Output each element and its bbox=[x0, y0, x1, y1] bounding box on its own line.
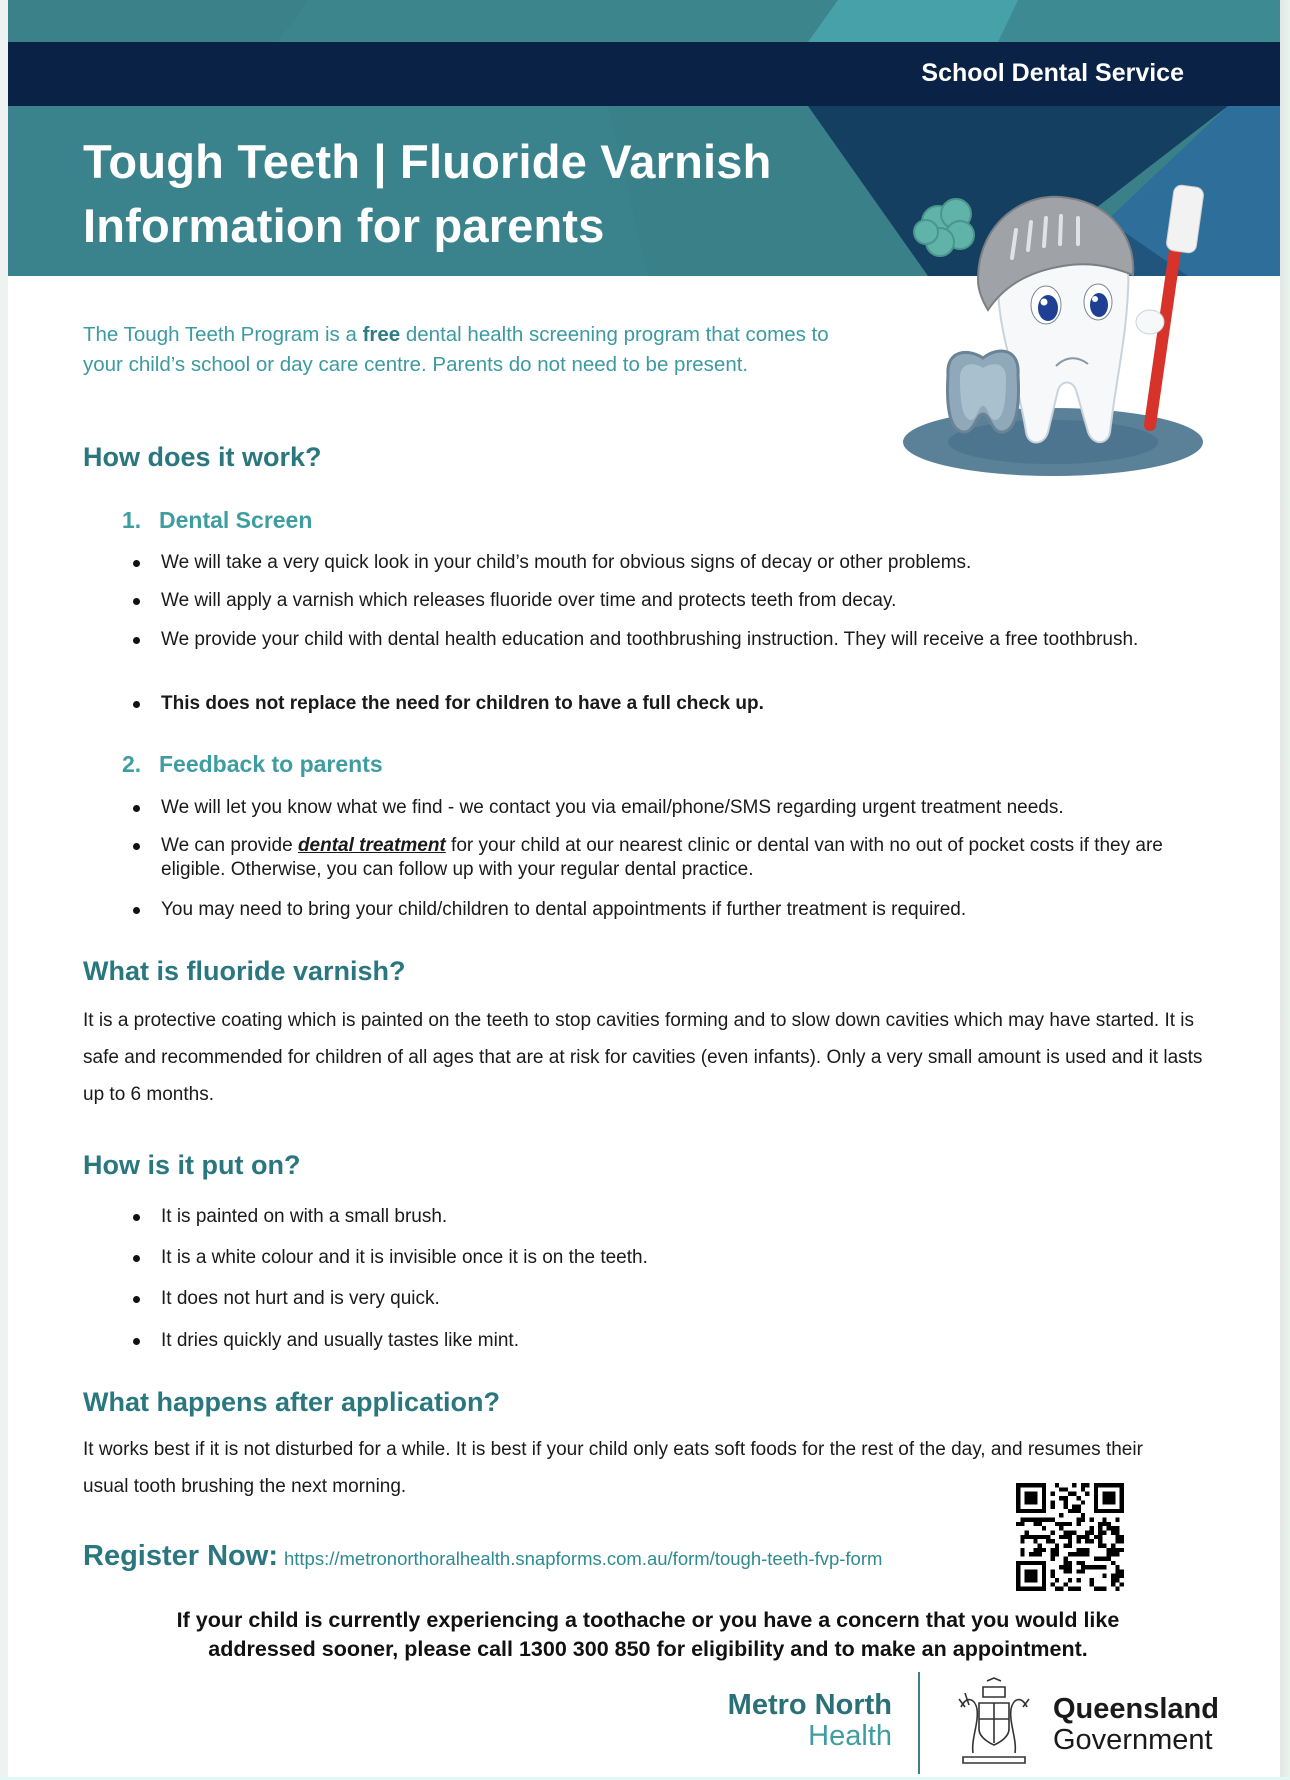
title-line-2: Information for parents bbox=[83, 199, 605, 252]
bullet-icon bbox=[133, 701, 140, 708]
flyer-page bbox=[8, 0, 1280, 1778]
logo-divider bbox=[918, 1672, 920, 1774]
qr-code-icon[interactable] bbox=[1016, 1483, 1124, 1591]
list-item: We will let you know what we find - we contact you via email/phone/SMS regarding urgent treatment needs. bbox=[161, 796, 1201, 820]
bullet-icon bbox=[133, 598, 140, 605]
dental-treatment-link[interactable]: dental treatment bbox=[297, 835, 446, 856]
bullet-icon bbox=[133, 843, 140, 850]
page-title bbox=[83, 130, 772, 258]
page-edge bbox=[1280, 0, 1290, 1780]
list-item: You may need to bring your child/children to dental appointments if further treatment is required. bbox=[161, 898, 1201, 922]
list-item: We can provide dental treatment for your child at our nearest clinic or dental van with no out of pocket costs if they are eligible. Otherwise, you can follow up with your regular dental practice. bbox=[161, 834, 1201, 882]
list-item: We will take a very quick look in your child’s mouth for obvious signs of decay or other problems. bbox=[161, 551, 1201, 575]
list-item: We will apply a varnish which releases fluoride over time and protects teeth from decay. bbox=[161, 589, 1201, 613]
after-application-heading: What happens after application? bbox=[83, 1387, 501, 1417]
how-it-works-heading: How does it work? bbox=[83, 442, 322, 472]
bullet-icon bbox=[133, 1214, 140, 1221]
queensland-government-logo: Queensland Government bbox=[1053, 1693, 1219, 1756]
tooth-knight-mascot-icon bbox=[888, 170, 1228, 480]
what-is-heading: What is fluoride varnish? bbox=[83, 956, 406, 986]
bullet-icon bbox=[133, 805, 140, 812]
after-application-paragraph: It works best if it is not disturbed for a while. It is best if your child only eats soft foods for the rest of the day, and resumes their usual tooth brushing the next morning. bbox=[83, 1439, 1143, 1497]
bullet-icon bbox=[133, 560, 140, 567]
list-item: It does not hurt and is very quick. bbox=[161, 1287, 1201, 1311]
title-line-1: Tough Teeth | Fluoride Varnish bbox=[83, 135, 772, 188]
list-item: We provide your child with dental health education and toothbrushing instruction. They will receive a free toothbrush. bbox=[161, 628, 1201, 652]
step-1-heading: 1. Dental Screen bbox=[122, 507, 313, 533]
bullet-icon bbox=[133, 1296, 140, 1303]
register-url-link[interactable]: https://metronorthoralhealth.snapforms.com.au/form/tough-teeth-fvp-form bbox=[283, 1548, 883, 1569]
bullet-icon bbox=[133, 637, 140, 644]
bullet-icon bbox=[133, 907, 140, 914]
queensland-coat-of-arms-icon bbox=[955, 1677, 1033, 1765]
bullet-icon bbox=[133, 1255, 140, 1262]
list-item: It is painted on with a small brush. bbox=[161, 1205, 1201, 1229]
how-put-on-heading: How is it put on? bbox=[83, 1150, 301, 1180]
register-label: Register Now: bbox=[83, 1540, 278, 1572]
intro-paragraph: The Tough Teeth Program is a free dental health screening program that comes to your child’s school or day care centre. Parents do not need to be present. bbox=[83, 323, 829, 376]
intro-free-emphasis: free bbox=[362, 323, 401, 346]
service-name: School Dental Service bbox=[921, 59, 1184, 87]
toothache-notice: If your child is currently experiencing a toothache or you have a concern that you would like addressed sooner, please call 1300 300 850 for eligibility and to make an appointment. bbox=[176, 1608, 1120, 1661]
bullet-icon bbox=[133, 1338, 140, 1345]
register-row bbox=[83, 1540, 882, 1573]
step-2-heading: 2. Feedback to parents bbox=[122, 751, 383, 777]
list-item: It is a white colour and it is invisible once it is on the teeth. bbox=[161, 1246, 1201, 1270]
what-is-paragraph: It is a protective coating which is painted on the teeth to stop cavities forming and to slow down cavities which may have started. It is safe and recommended for children of all ages that are at risk for cavities (even infants). Only a very small amount is used and it lasts up to 6 months. bbox=[83, 1010, 1203, 1105]
list-item: It dries quickly and usually tastes like mint. bbox=[161, 1329, 1201, 1353]
metro-north-health-logo: Metro North Health bbox=[727, 1689, 892, 1752]
list-item-important: This does not replace the need for children to have a full check up. bbox=[161, 692, 1201, 716]
